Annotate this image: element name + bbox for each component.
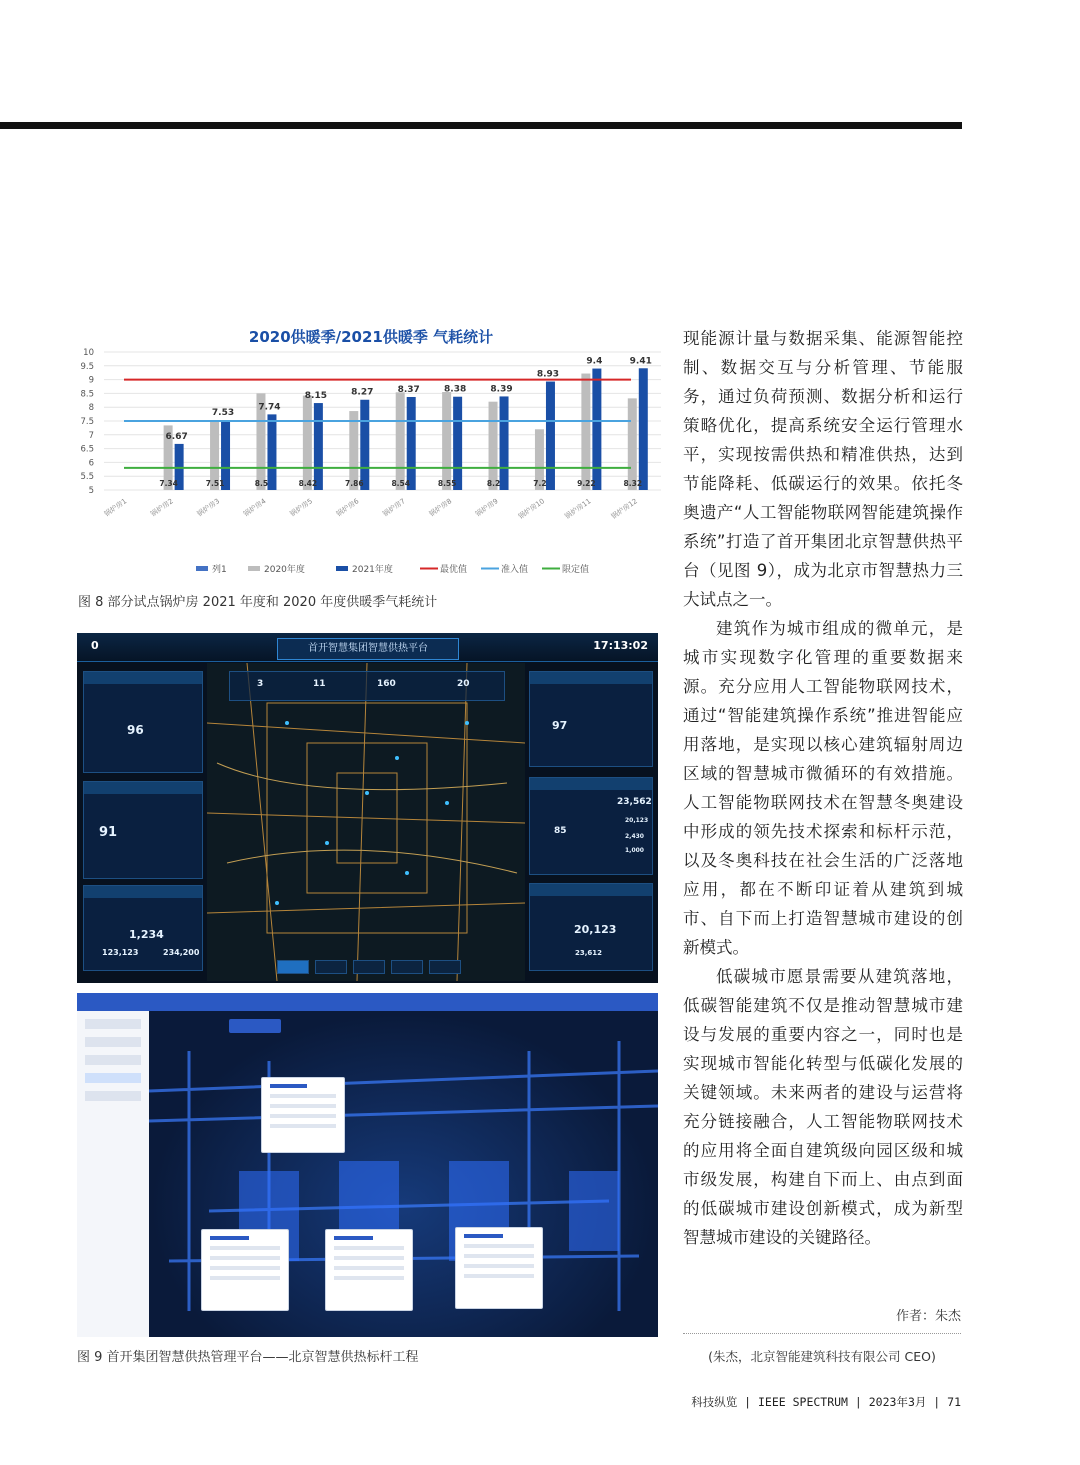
author-byline: 作者：朱杰 bbox=[895, 1309, 961, 1324]
y-tick-label: 7 bbox=[88, 430, 94, 441]
gauge-96-value: 96 bbox=[127, 723, 144, 737]
dashboard-tab[interactable] bbox=[277, 960, 309, 974]
dashboard-title: 首开智慧集团智慧供热平台 bbox=[277, 638, 459, 660]
status-panel bbox=[529, 671, 653, 767]
x-tick-label: 锅炉房2 bbox=[149, 497, 175, 519]
y-tick-label: 9 bbox=[88, 375, 94, 386]
data-label-2020: 8.54 bbox=[391, 479, 410, 488]
y-tick-label: 8 bbox=[88, 403, 94, 414]
boiler-card-3 bbox=[455, 1227, 543, 1309]
legend-swatch bbox=[248, 566, 260, 571]
city-heat-map bbox=[207, 663, 525, 981]
body-text bbox=[683, 324, 963, 1252]
legend-label: 2020年度 bbox=[264, 565, 305, 575]
data-label-2020: 7.51 bbox=[205, 479, 225, 488]
bar-2020 bbox=[396, 392, 405, 490]
bim-3d-view bbox=[149, 1011, 658, 1337]
y-tick-label: 8.5 bbox=[80, 389, 94, 400]
value-23612: 23,612 bbox=[575, 949, 603, 957]
view-toggle[interactable] bbox=[229, 1019, 281, 1033]
y-tick-label: 7.5 bbox=[80, 417, 94, 427]
x-tick-label: 锅炉房4 bbox=[242, 497, 268, 519]
figure-9-caption: 图 9 首开集团智慧供热管理平台——北京智慧供热标杆工程 bbox=[77, 1350, 419, 1365]
bim-sidebar bbox=[77, 1011, 149, 1337]
gauge-97-value: 97 bbox=[552, 719, 568, 732]
data-label-2020: 7.86 bbox=[345, 479, 364, 488]
x-tick-label: 锅炉房12 bbox=[609, 497, 639, 521]
y-tick-label: 9.5 bbox=[80, 361, 94, 372]
chart-title: 2020供暖季/2021供暖季 气耗统计 bbox=[248, 328, 494, 346]
data-label-2020: 7.2 bbox=[533, 479, 547, 488]
kpi-2: 11 bbox=[313, 679, 326, 689]
data-label-2021: 8.15 bbox=[304, 391, 327, 402]
heating-dashboard-screenshot bbox=[77, 633, 658, 983]
data-label-2021: 9.4 bbox=[586, 356, 603, 367]
x-tick-label: 锅炉房1 bbox=[102, 497, 129, 519]
value-1000: 1,000 bbox=[625, 847, 644, 854]
x-tick-label: 锅炉房6 bbox=[334, 497, 361, 519]
value-20123-b: 20,123 bbox=[574, 923, 617, 936]
sidebar-item[interactable] bbox=[85, 1091, 141, 1101]
value-23562: 23,562 bbox=[617, 797, 652, 807]
data-label-2021: 9.41 bbox=[629, 356, 652, 367]
figure-8-caption: 图 8 部分试点锅炉房 2021 年度和 2020 年度供暖季气耗统计 bbox=[78, 595, 438, 610]
data-label-2020: 9.22 bbox=[577, 479, 596, 488]
legend-swatch bbox=[196, 566, 208, 571]
bar-2021 bbox=[407, 397, 416, 490]
y-tick-label: 6 bbox=[88, 458, 94, 469]
data-label-2020: 8.5 bbox=[254, 479, 269, 488]
legend-label: 列1 bbox=[212, 565, 227, 575]
data-label-2020: 7.34 bbox=[159, 479, 178, 488]
dashboard-header bbox=[77, 633, 658, 662]
y-tick-label: 5.5 bbox=[80, 472, 94, 483]
sidebar-item[interactable] bbox=[85, 1019, 141, 1029]
gauge-85-value: 85 bbox=[554, 826, 567, 836]
dashboard-tab[interactable] bbox=[429, 960, 461, 974]
kpi-3: 160 bbox=[377, 679, 396, 689]
paragraph: 建筑作为城市组成的微单元，是城市实现数字化管理的重要数据来源。充分应用人工智能物联网技术，通过“智能建筑操作系统”推进智能应用落地，是实现以核心建筑辐射周边区域的智慧城市微循环的有效措施。人工智能物联网技术在智慧冬奥建设中形成的领先技术探索和标杆示范，以及冬奥科技在社会生活的广泛落地应用，都在不断印证着从建筑到城市、自下而上打造智慧城市建设的创新模式。 bbox=[683, 619, 963, 957]
bar-2021 bbox=[500, 396, 509, 490]
bar-2021 bbox=[360, 400, 369, 490]
dashboard-left-value: 0 bbox=[91, 639, 99, 652]
sidebar-item[interactable] bbox=[85, 1037, 141, 1047]
legend-label: 2021年度 bbox=[352, 565, 393, 575]
dashboard-tabs bbox=[277, 959, 467, 973]
x-tick-label: 锅炉房11 bbox=[563, 497, 593, 521]
top-rule bbox=[0, 122, 962, 129]
bim-app-header bbox=[77, 993, 658, 1011]
value-1234: 1,234 bbox=[129, 928, 164, 941]
value-234200: 234,200 bbox=[163, 948, 200, 957]
kpi-1: 3 bbox=[257, 679, 264, 689]
data-label-2021: 8.93 bbox=[536, 369, 560, 380]
bar-2020 bbox=[581, 374, 590, 490]
data-label-2020: 8.42 bbox=[298, 479, 318, 488]
boiler-card-2 bbox=[325, 1229, 413, 1311]
y-tick-label: 6.5 bbox=[80, 444, 94, 455]
author-affiliation: (朱杰，北京智能建筑科技有限公司 CEO) bbox=[708, 1349, 936, 1364]
data-label-2021: 8.38 bbox=[444, 384, 467, 395]
bar-2020 bbox=[628, 398, 637, 490]
data-label-2020: 8.2 bbox=[486, 479, 501, 488]
value-123123: 123,123 bbox=[102, 948, 139, 957]
sidebar-item[interactable] bbox=[85, 1055, 141, 1065]
legend-label: 最优值 bbox=[440, 565, 468, 575]
paragraph: 现能源计量与数据采集、能源智能控制、数据交互与分析管理、节能服务，通过负荷预测、数据分析和运行策略优化，提高系统安全运行管理水平，实现按需供热和精准供热，达到节能降耗、低碳运行的效果。依托冬奥遗产“人工智能物联网智能建筑操作系统”打造了首开集团北京智慧供热平台（见图 9），成为北京市智慧热力三大试点之一。 bbox=[683, 329, 963, 609]
x-tick-label: 锅炉房5 bbox=[288, 497, 315, 519]
legend-label: 准入值 bbox=[501, 565, 529, 575]
data-label-2021: 8.27 bbox=[351, 387, 374, 398]
gauge-91-value: 91 bbox=[99, 825, 118, 840]
value-2430: 2,430 bbox=[625, 833, 644, 840]
legend-swatch bbox=[336, 566, 348, 571]
gas-consumption-chart bbox=[76, 322, 666, 584]
bar-2021 bbox=[267, 414, 276, 490]
legend-label: 限定值 bbox=[562, 565, 590, 575]
data-label-2021: 6.67 bbox=[165, 431, 188, 442]
bar-2021 bbox=[314, 403, 323, 490]
dashboard-tab[interactable] bbox=[391, 960, 423, 974]
data-label-2021: 8.37 bbox=[397, 384, 420, 395]
y-tick-label: 5 bbox=[88, 486, 94, 496]
bar-2021 bbox=[546, 382, 555, 490]
kpi-4: 20 bbox=[457, 679, 470, 689]
y-tick-label: 10 bbox=[83, 348, 94, 358]
boiler-card-1 bbox=[201, 1229, 289, 1311]
bar-2020 bbox=[442, 392, 451, 490]
data-label-2020: 8.55 bbox=[437, 479, 457, 488]
value-20123-a: 20,123 bbox=[625, 817, 649, 824]
x-tick-label: 锅炉房10 bbox=[517, 497, 547, 521]
bar-2020 bbox=[303, 396, 312, 490]
dashboard-tab[interactable] bbox=[315, 960, 347, 974]
sidebar-item[interactable] bbox=[85, 1073, 141, 1083]
page-folio: 科技纵览 | IEEE SPECTRUM | 2023年3月 | 71 bbox=[691, 1395, 961, 1409]
data-label-2020: 8.32 bbox=[623, 479, 643, 488]
boiler-room-bim-screenshot bbox=[77, 993, 658, 1337]
byline-rule bbox=[683, 1333, 961, 1334]
user-panel bbox=[83, 671, 203, 773]
info-card bbox=[261, 1077, 345, 1153]
data-label-2021: 7.74 bbox=[258, 402, 281, 413]
data-label-2021: 8.39 bbox=[490, 384, 513, 395]
paragraph: 低碳城市愿景需要从建筑落地，低碳智能建筑不仅是推动智慧城市建设与发展的重要内容之一，同时也是实现城市智能化转型与低碳化发展的关键领域。未来两者的建设与运营将充分链接融合，人工智能物联网技术的应用将全面自建筑级向园区级和城市级发展，构建自下而上、由点到面的低碳城市建设创新模式，成为新型智慧城市建设的关键路径。 bbox=[683, 967, 963, 1247]
dashboard-clock: 17:13:02 bbox=[593, 639, 648, 652]
x-tick-label: 锅炉房8 bbox=[427, 497, 454, 519]
bar-2021 bbox=[592, 369, 601, 490]
x-tick-label: 锅炉房9 bbox=[474, 497, 500, 519]
dashboard-tab[interactable] bbox=[353, 960, 385, 974]
data-label-2021: 7.53 bbox=[211, 408, 235, 419]
bar-2020 bbox=[486, 402, 501, 490]
bar-2021 bbox=[639, 368, 648, 490]
bar-2021 bbox=[453, 397, 462, 490]
alarm-panel bbox=[529, 777, 653, 875]
x-tick-label: 锅炉房7 bbox=[381, 497, 407, 519]
x-tick-label: 锅炉房3 bbox=[195, 497, 222, 519]
